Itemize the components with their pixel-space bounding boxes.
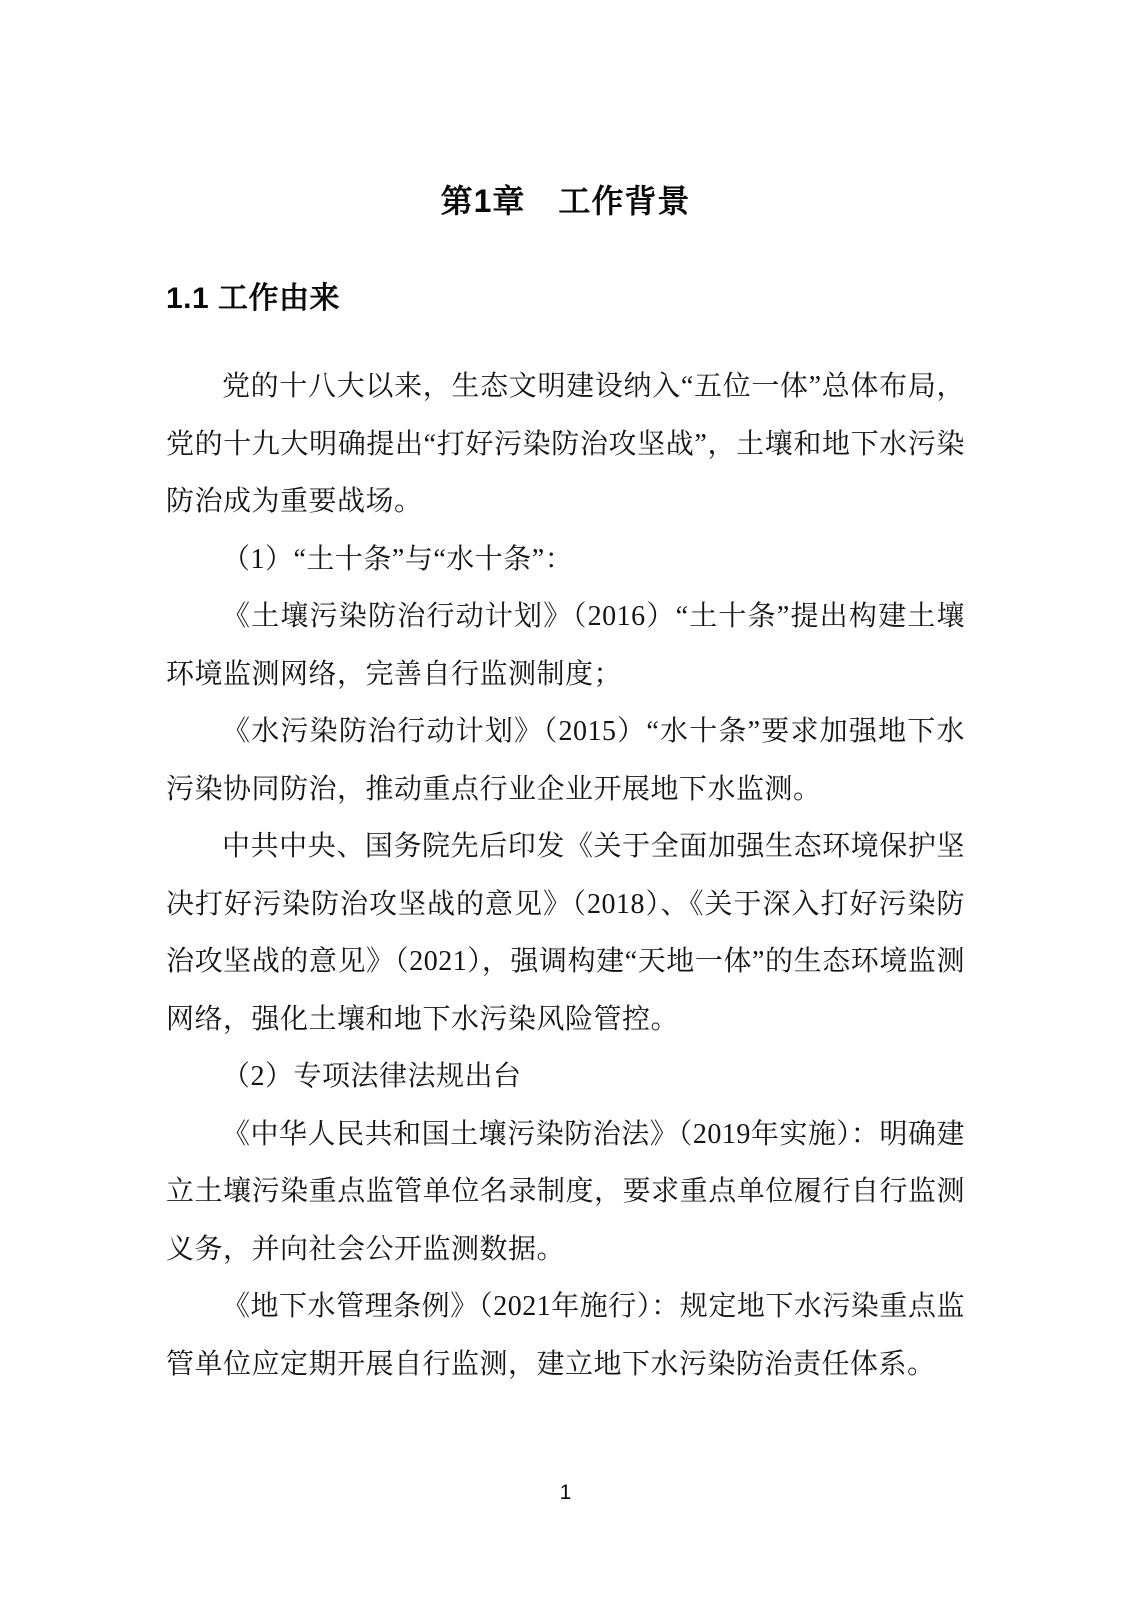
body-paragraph: 《水污染防治行动计划》（2015）“水十条”要求加强地下水污染协同防治，推动重点行业企业开展地下水监测。: [166, 716, 965, 805]
chapter-title: 第1章 工作背景: [440, 183, 691, 219]
body-paragraph: （2）专项法律法规出台: [222, 1061, 522, 1092]
section-heading: 1.1 工作由来: [166, 282, 341, 315]
body-paragraph: 《中华人民共和国土壤污染防治法》（2019年实施）：明确建立土壤污染重点监管单位名录制度，要求重点单位履行自行监测义务，并向社会公开监测数据。: [166, 1118, 965, 1265]
body-paragraph: 《地下水管理条例》（2021年施行）：规定地下水污染重点监管单位应定期开展自行监测，建立地下水污染防治责任体系。: [166, 1291, 965, 1380]
page-number: 1: [559, 1481, 572, 1504]
body-text: [166, 358, 965, 1393]
body-paragraph: （1）“土十条”与“水十条”：: [222, 543, 574, 575]
body-paragraph: 《土壤污染防治行动计划》（2016）“土十条”提出构建土壤环境监测网络，完善自行监测制度；: [166, 601, 965, 690]
body-paragraph: 党的十八大以来，生态文明建设纳入“五位一体”总体布局，党的十九大明确提出“打好污染防治攻坚战”，土壤和地下水污染防治成为重要战场。: [166, 371, 965, 517]
body-paragraph: 中共中央、国务院先后印发《关于全面加强生态环境保护坚决打好污染防治攻坚战的意见》（2018）、《关于深入打好污染防治攻坚战的意见》（2021），强调构建“天地一体”的生态环境监测网络，强化土壤和地下水污染风险管控。: [166, 831, 965, 1035]
